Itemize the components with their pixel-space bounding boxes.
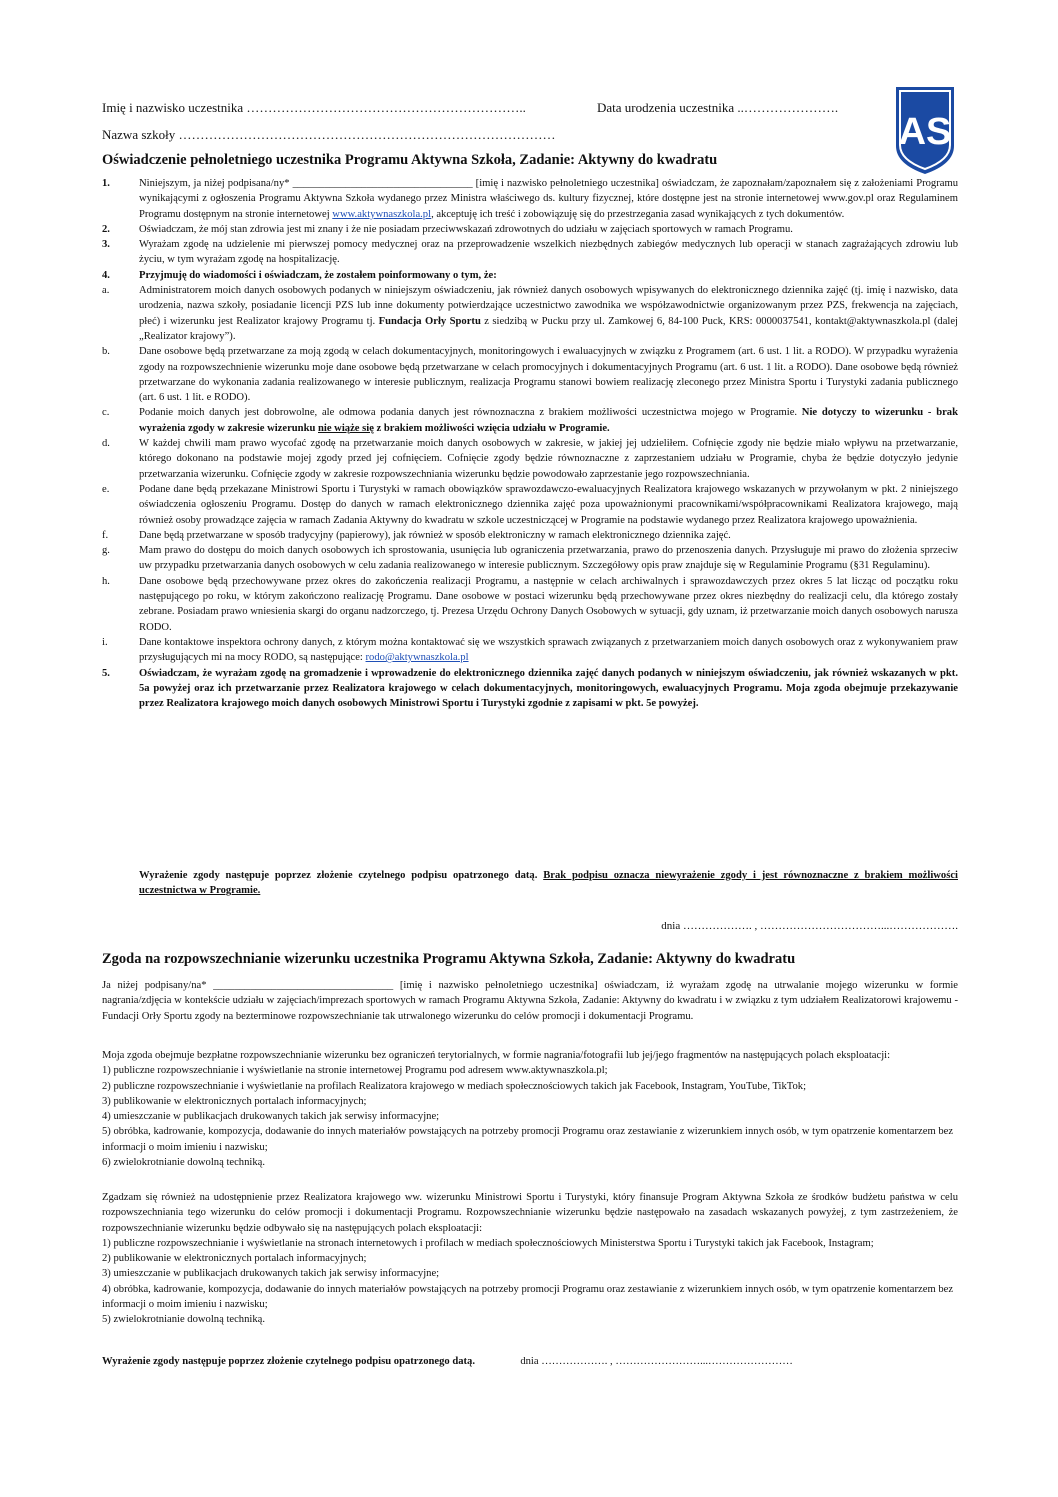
list-item [102,666,958,712]
final-signature-row [102,1354,962,1369]
list-item: 3) publikowanie w elektronicznych portalach informacyjnych; [102,1095,367,1107]
list-item: 4) obróbka, kadrowanie, kompozycja, dodawanie do innych materiałów powstających na potrzeby promocji Programu oraz zestawianie z wizerunkiem innych osób, w tym opatrzenie komentarzem bez informacji o moim imieniu i nazwisku; [102,1283,954,1311]
student-name-field[interactable]: Imię i nazwisko uczestnika ……………………………………………………….. [102,100,526,115]
item-text: Podanie moich danych jest dobrowolne, ale odmowa podania danych jest równoznaczna z brakiem możliwości uczestnictwa mojego w Programie. Nie dotyczy to wizerunku - brak wyrażenia zgody w zakresie wizerunku nie wiąże się z brakiem możliwości wzięcia udziału w Programie. [139,407,958,434]
item-letter: h. [102,575,110,587]
list-item: 2) publikowanie w elektronicznych portalach informacyjnych; [102,1253,367,1265]
birth-date-field[interactable]: Data urodzenia uczestnika ..…………………. [597,100,839,115]
item-number: 5. [102,667,110,679]
statement-list [102,176,958,711]
item-text: Podane dane będą przekazane Ministrowi Sportu i Turystyki w ramach obowiązków sprawozdawczo-ewaluacyjnych Realizatora krajowego wskazanych w przywołanym w pkt. 2 niniejszego oświadczenia ogłoszeniu Programu. Dostęp do danych w ramach elektronicznego dziennika zajęć poza upoważnionymi pracownikami/współpracownikami Realizatora krajowego, mają również osoby prowadzące zajęcia w ramach Zadania Aktywny do kwadratu w szkole uczestniczącej w Programie na podstawie wydanego przez Realizatora krajowego upoważnienia. [139,483,958,526]
list-item: 5) obróbka, kadrowanie, kompozycja, dodawanie do innych materiałów powstających na potrzeby promocji Programu oraz zestawianie z wizerunkiem innych osób, w tym opatrzenie komentarzem bez informacji o moim imieniu i nazwisku; [102,1126,954,1153]
aktywna-szkola-logo [893,84,957,176]
final-signature-note: Wyrażenie zgody następuje poprzez złożenie czytelnego podpisu opatrzonego datą. [102,1356,475,1367]
list-item: 2) publiczne rozpowszechnianie i wyświetlanie na profilach Realizatora krajowego w mediach społecznościowych takich jak Facebook, Instagram, YouTube, TikTok; [102,1080,807,1092]
item-letter: f. [102,529,109,541]
list-item [102,436,958,482]
item-text: Administratorem moich danych osobowych podanych w niniejszym oświadczeniu, jak również danych osobowych wpisywanych do elektronicznego dziennika zajęć (tj. imię i nazwisko, data urodzenia, nazwa szkoły, posiadanie licencji PZS lub inne dokumenty potwierdzające uczestnictwo zawodnika we współzawodnictwie organizowanym przez PZS, frekwencja na zajęciach, płeć) i wizerunku jest Realizator krajowy Programu tj. Fundacja Orły Sportu z siedzibą w Pucku przy ul. Zamkowej 6, 84-100 Puck, KRS: 0000037541, kontakt@aktywnaszkola.pl (dalej „Realizator krajowy”). [139,285,958,342]
list-item [102,344,958,405]
list-item [102,405,958,436]
list-item [102,482,958,528]
list-item: 1) publiczne rozpowszechnianie i wyświetlanie na stronach internetowych i profilach w mediach społecznościowych Ministerstwa Sportu i Turystyki takich jak Facebook, Instagram; [102,1237,874,1249]
email-link[interactable]: rodo@aktywnaszkola.pl [365,652,469,664]
item-text: Dane osobowe będą przechowywane przez okres do zakończenia realizacji Programu, a następnie w celach archiwalnych i sprawozdawczych przez okres 5 lat licząc od początku roku następującego po roku, w którym zakończono realizację Programu. Dane osobowe w postaci wizerunku będą przechowywane przez okres niezbędny do realizacji celu, dla którego zostały zebrane. Posiadam prawo wniesienia skargi do organu nadzorczego, tj. Prezesa Urzędu Ochrony Danych Osobowych w sytuacji, gdy uznam, iż przetwarzanie moich danych osobowych narusza RODO. [139,575,958,633]
image-consent-title: Zgoda na rozpowszechnianie wizerunku uczestnika Programu Aktywna Szkoła, Zadanie: Aktywny do kwadratu [102,951,796,967]
list-item: 5) zwielokrotnianie dowolną techniką. [102,1314,265,1326]
date-signature-line[interactable]: dnia ………………. , ……………………………...………………. [661,920,958,932]
item-text: Oświadczam, że wyrażam zgodę na gromadzenie i wprowadzenie do elektronicznego dziennika zajęć danych podanych w niniejszym oświadczeniu, jak również wskazanych w pkt. 5a powyżej oraz ich przetwarzanie przez Realizatora krajowego w celach dokumentacyjnych, monitoringowych, ewaluacyjnych Programu. Moja zgoda obejmuje przekazywanie przez Realizatora krajowego moich danych osobowych Ministrowi Sportu i Turystyki zgodnie z zapisami w pkt. 5e powyżej. [139,667,958,710]
item-text: Dane będą przetwarzane w sposób tradycyjny (papierowy), jak również w sposób elektroniczny w ramach elektronicznego dziennika zajęć. [139,529,731,541]
item-letter: e. [102,483,110,495]
item-text: Dane kontaktowe inspektora ochrony danych, z którym można kontaktować się we wszystkich sprawach związanych z przetwarzaniem moich danych osobowych oraz z wykonywaniem praw przysługujących mi na mocy RODO, są następujące: rodo@aktywnaszkola.pl [139,636,958,664]
school-name-field[interactable]: Nazwa szkoły …………………………………………………………………………… [102,127,556,142]
item-letter: d. [102,438,110,450]
item-text: Niniejszym, ja niżej podpisana/ny* __________________________________ [imię i nazwisko pełnoletniego uczestnika] oświadczam, że zapoznałam/zapoznałem się z założeniami Programu wynikającymi z ogłoszenia Programu Aktywna Szkoła wydanego przez Ministra właściwego ds. kultury fizycznej, które dostępne jest na stronie internetowej www.gov.pl oraz Regulaminem Programu dostępnym na stronie internetowej www.aktywnaszkola.pl, akceptuję ich treść i zobowiązuję się do przestrzegania zasad wynikających z tych dokumentów. [139,178,958,220]
item-number: 2. [102,223,110,235]
item-text: Przyjmuję do wiadomości i oświadczam, że zostałem poinformowany o tym, że: [139,269,497,281]
item-number: 1. [102,178,110,189]
item-letter: a. [102,285,110,297]
item-text: W każdej chwili mam prawo wycofać zgodę na przetwarzanie moich danych osobowych w zakresie, w jakiej jej udzieliłem. Cofnięcie zgody nie będzie miało wpływu na przetwarzanie, którego dokonano na podstawie mojej zgody przed jej cofnięciem. Cofnięcie zgody będzie równoznaczne z zaprzestaniem udziału w Programie, chyba że będzie dotyczyło jedynie przetwarzania wizerunku. Cofnięcie zgody w zakresie rozpowszechniania wizerunku będzie powodowało zaprzestanie jego rozpowszechniania. [139,438,958,480]
item-text: Oświadczam, że mój stan zdrowia jest mi znany i że nie posiadam przeciwwskazań zdrowotnych do udziału w zajęciach sportowych w ramach Programu. [139,223,793,235]
list-item [102,543,958,574]
exploitation-fields-1: Moja zgoda obejmuje bezpłatne rozpowszechnianie wizerunku bez ograniczeń terytorialnych, w formie nagrania/fotografii lub jej/jego fragmentów na następujących polach eksploatacji: 1) publiczne rozpowszechnianie i wyświetlanie na stronie internetowej Programu pod adresem www.aktywnaszkola.pl; 2) publiczne rozpowszechnianie i wyświetlanie na profilach Realizatora krajowego w mediach społecznościowych takich jak Facebook, Instagram, YouTube, TikTok; 3) publikowanie w elektronicznych portalach informacyjnych; 4) umieszczanie w publikacjach drukowanych takich jak serwisy informacyjne; 5) obróbka, kadrowanie, kompozycja, dodawanie do innych materiałów powstających na potrzeby promocji Programu oraz zestawianie z wizerunkiem innych osób, w tym opatrzenie komentarzem bez informacji o moim imieniu i nazwisku; 6) zwielokrotnianie dowolną techniką. [102,1048,958,1170]
item-text: Mam prawo do dostępu do moich danych osobowych ich sprostowania, usunięcia lub ograniczenia przetwarzania, prawo do przenoszenia danych. Przysługuje mi prawo do złożenia sprzeciw uw przypadku przetwarzania danych osobowych w celu zadania realizowanego w interesie publicznym. Szczegółowy opis praw znajduje się w Regulaminie Programu (§31 Regulaminu). [139,545,958,572]
list-item: 1) publiczne rozpowszechnianie i wyświetlanie na stronie internetowej Programu pod adresem www.aktywnaszkola.pl; [102,1065,608,1077]
list-item [102,176,958,222]
item-text: Wyrażam zgodę na udzielenie mi pierwszej pomocy medycznej oraz na przeprowadzenie wszelkich niezbędnych zabiegów medycznych lub operacji w stanach zagrażających zdrowiu lub życiu, w tym wyrażam zgodę na hospitalizację. [139,239,958,266]
list-item [102,237,958,268]
signature-note: Wyrażenie zgody następuje poprzez złożenie czytelnego podpisu opatrzonego datą. Brak podpisu oznacza niewyrażenie zgody i jest równoznaczne z brakiem możliwości uczestnictwa w Programie. [139,870,958,897]
item-letter: c. [102,407,110,419]
list-item: 4) umieszczanie w publikacjach drukowanych takich jak serwisy informacyjne; [102,1111,440,1123]
item-letter: g. [102,545,110,557]
image-consent-paragraph: Ja niżej podpisany/na* __________________________________ [imię i nazwisko pełnoletniego uczestnika] oświadczam, iż wyrażam zgodę na utrwalanie mojego wizerunku w formie nagrania/zdjęcia w kontekście udziału w zajęciach/imprezach sportowych w ramach Programu Aktywna Szkoła, Zadanie: Aktywny do kwadratu i w związku z tym udziałem Realizatorowi krajowemu - Fundacji Orły Sportu zgody na bezterminowe rozpowszechnianie tak utrwalonego wizerunku do celów promocji i dokumentacji Programu. [102,980,958,1022]
statement-title: Oświadczenie pełnoletniego uczestnika Programu Aktywna Szkoła, Zadanie: Aktywny do kwadratu [102,152,718,168]
item-number: 3. [102,239,110,251]
list-item [102,574,958,635]
item-number: 4. [102,269,110,281]
item-text: Dane osobowe będą przetwarzane za moją zgodą w celach dokumentacyjnych, monitoringowych i ewaluacyjnych w związku z Programem (art. 6 ust. 1 lit. a RODO). W przypadku wyrażenia zgody na rozpowszechnienie wizerunku moje dane osobowe będą przetwarzane w celach promocyjnych i dokumentacyjnych Programu (art. 6 ust. 1 lit. a RODO). Dane osobowe będą również przetwarzane do wykonania zadania realizowanego w interesie publicznym, realizacja Programu stanowi bowiem realizację zleconego przez Ministra Sportu i Turystyki zadania publicznego (art. 6 ust. 1 lit. e RODO). [139,346,958,404]
list-item [102,222,958,237]
list-item [102,283,958,344]
logo-text: AS [898,111,952,153]
item-letter: i. [102,636,108,648]
list-item [102,268,958,283]
list-item [102,635,958,666]
list-item: 6) zwielokrotnianie dowolną techniką. [102,1157,265,1169]
final-date-signature-line[interactable]: dnia ………………. , ……………………...…………………… [520,1356,793,1367]
exploitation-fields-2: Zgadzam się również na udostępnienie przez Realizatora krajowego ww. wizerunku Ministrowi Sportu i Turystyki, który finansuje Program Aktywna Szkoła ze środków budżetu państwa w celu rozpowszechniania tego wizerunku do celów promocji i dokumentacji Programu. Rozpowszechnianie wizerunku będzie następowało na zasadach wskazanych powyżej, z tym zastrzeżeniem, że rozpowszechnianie wizerunku będzie odbywało się na następujących polach eksploatacji: 1) publiczne rozpowszechnianie i wyświetlanie na stronach internetowych i profilach w mediach społecznościowych Ministerstwa Sportu i Turystyki takich jak Facebook, Instagram; 2) publikowanie w elektronicznych portalach informacyjnych; 3) umieszczanie w publikacjach drukowanych takich jak serwisy informacyjne; 4) obróbka, kadrowanie, kompozycja, dodawanie do innych materiałów powstających na potrzeby promocji Programu oraz zestawianie z wizerunkiem innych osób, w tym opatrzenie komentarzem bez informacji o moim imieniu i nazwisku; 5) zwielokrotnianie dowolną techniką. [102,1190,958,1328]
list-item: 3) umieszczanie w publikacjach drukowanych takich jak serwisy informacyjne; [102,1268,440,1280]
website-link[interactable]: www.aktywnaszkola.pl [332,208,432,220]
list-item [102,528,958,543]
item-letter: b. [102,346,110,358]
